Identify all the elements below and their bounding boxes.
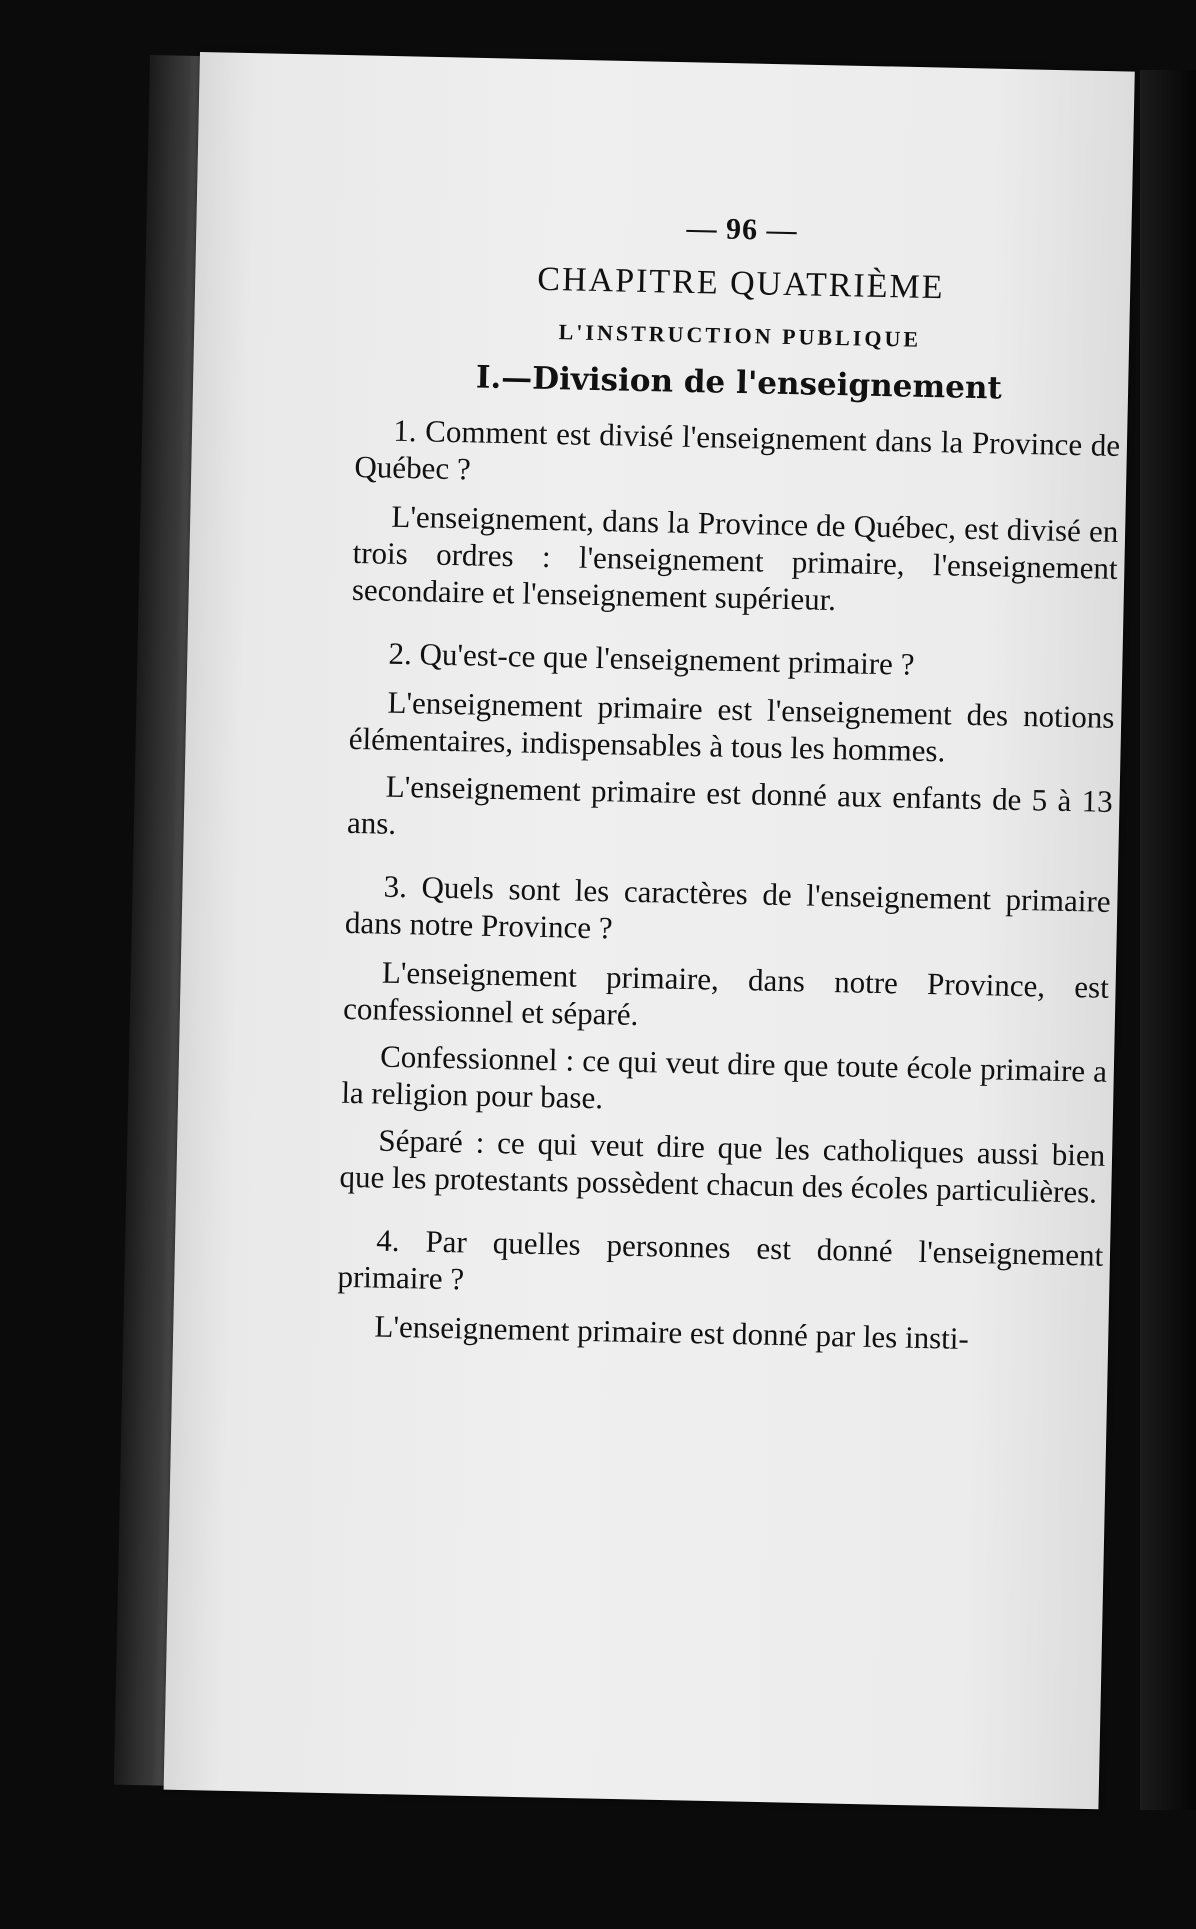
page-number: — 96 — <box>686 211 798 248</box>
answer-2-2: L'enseignement primaire est donné aux enfants de 5 à 13 ans. <box>346 768 1114 841</box>
subsection-title: I.—Division de l'enseignement <box>475 359 1003 407</box>
qa-item-4 <box>336 1221 1103 1360</box>
question-3: 3. Quels sont les caractères de l'enseignement primaire dans notre Province ? <box>344 868 1111 946</box>
question-2: 2. Qu'est-ce que l'enseignement primaire ? <box>388 635 915 682</box>
section-title: L'INSTRUCTION PUBLIQUE <box>558 319 922 352</box>
qa-item-3 <box>339 867 1111 1211</box>
chapter-title: CHAPITRE QUATRIÈME <box>537 260 945 307</box>
qa-item-2 <box>347 634 1116 857</box>
page-shadow-edge <box>1140 70 1196 1810</box>
question-1: 1. Comment est divisé l'enseignement dans la Province de Québec ? <box>354 412 1121 487</box>
answer-3-3: Séparé : ce qui veut dire que les catholiques aussi bien que les protestants possèdent chacun des écoles particulières. <box>339 1122 1106 1210</box>
answer-4-1: L'enseignement primaire est donné par les insti- <box>374 1308 970 1356</box>
qa-item-1 <box>352 411 1121 624</box>
answer-2-1: L'enseignement primaire est l'enseignement des notions élémentaires, indispensables à tous les hommes. <box>348 684 1115 769</box>
page-text <box>336 205 1125 1386</box>
answer-3-1: L'enseignement primaire, dans notre Province, est confessionnel et séparé. <box>342 954 1110 1033</box>
question-4: 4. Par quelles personnes est donné l'enseignement primaire ? <box>337 1222 1104 1297</box>
answer-3-2: Confessionnel : ce qui veut dire que toute école primaire a la religion pour base. <box>341 1038 1108 1116</box>
answer-1-1: L'enseignement, dans la Province de Québec, est divisé en trois ordres : l'enseignement primaire, l'enseignement secondaire et l'enseignement supérieur. <box>351 498 1119 618</box>
